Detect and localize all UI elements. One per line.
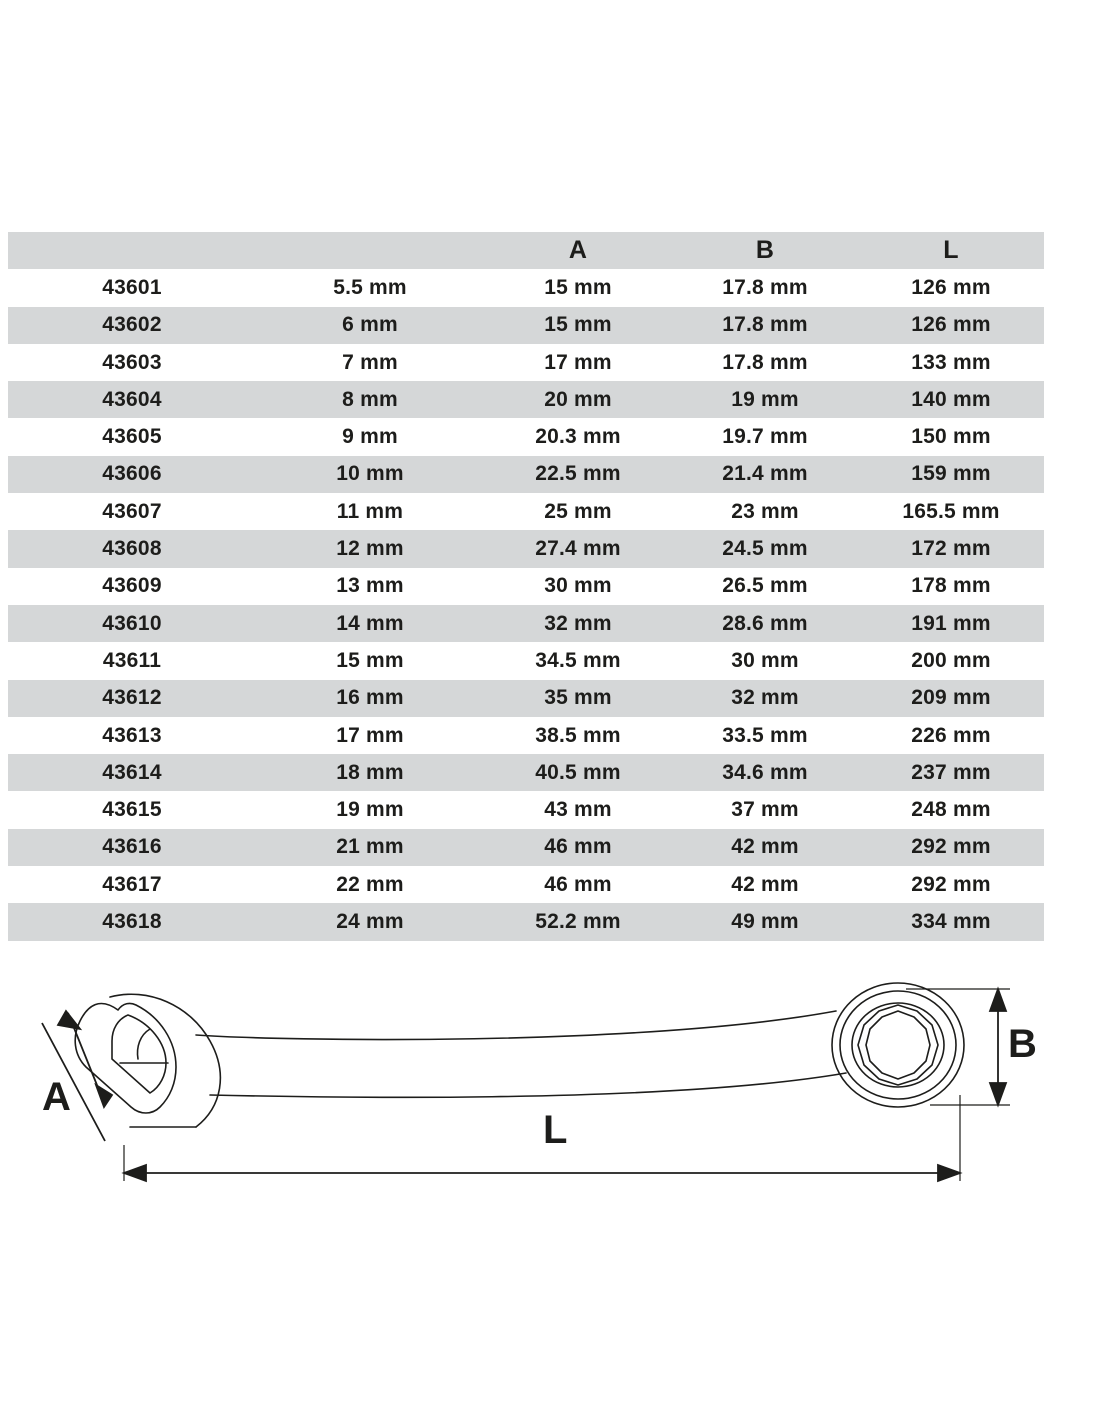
cell-dimension-a: 30 mm <box>484 568 672 605</box>
dimension-label-l: L <box>543 1108 568 1152</box>
cell-dimension-b: 19 mm <box>672 381 858 418</box>
cell-dimension-l: 150 mm <box>858 418 1044 455</box>
cell-dimension-a: 20 mm <box>484 381 672 418</box>
table-row <box>8 418 1044 455</box>
cell-nominal-size: 7 mm <box>256 344 484 381</box>
cell-dimension-b: 19.7 mm <box>672 418 858 455</box>
cell-article-number: 43608 <box>8 530 256 567</box>
cell-dimension-l: 165.5 mm <box>858 493 1044 530</box>
cell-dimension-b: 24.5 mm <box>672 530 858 567</box>
cell-dimension-b: 33.5 mm <box>672 717 858 754</box>
cell-dimension-a: 15 mm <box>484 269 672 306</box>
cell-dimension-b: 37 mm <box>672 791 858 828</box>
cell-dimension-a: 40.5 mm <box>484 754 672 791</box>
cell-article-number: 43603 <box>8 344 256 381</box>
table-row <box>8 642 1044 679</box>
table-header-row <box>8 232 1044 269</box>
cell-dimension-a: 43 mm <box>484 791 672 828</box>
cell-nominal-size: 13 mm <box>256 568 484 605</box>
cell-dimension-a: 20.3 mm <box>484 418 672 455</box>
cell-nominal-size: 24 mm <box>256 903 484 940</box>
cell-article-number: 43604 <box>8 381 256 418</box>
table-row <box>8 568 1044 605</box>
cell-article-number: 43601 <box>8 269 256 306</box>
cell-dimension-l: 178 mm <box>858 568 1044 605</box>
cell-dimension-l: 334 mm <box>858 903 1044 940</box>
cell-nominal-size: 5.5 mm <box>256 269 484 306</box>
cell-nominal-size: 11 mm <box>256 493 484 530</box>
column-header-article <box>8 232 256 269</box>
cell-dimension-a: 27.4 mm <box>484 530 672 567</box>
cell-dimension-a: 15 mm <box>484 307 672 344</box>
cell-dimension-b: 26.5 mm <box>672 568 858 605</box>
table-header <box>8 232 1044 269</box>
table-row <box>8 381 1044 418</box>
cell-article-number: 43609 <box>8 568 256 605</box>
table-row <box>8 493 1044 530</box>
cell-article-number: 43605 <box>8 418 256 455</box>
cell-article-number: 43602 <box>8 307 256 344</box>
cell-dimension-a: 46 mm <box>484 866 672 903</box>
table-row <box>8 717 1044 754</box>
column-header-l: L <box>858 232 1044 269</box>
column-header-a: A <box>484 232 672 269</box>
cell-dimension-b: 28.6 mm <box>672 605 858 642</box>
cell-dimension-b: 34.6 mm <box>672 754 858 791</box>
cell-dimension-a: 35 mm <box>484 680 672 717</box>
cell-nominal-size: 15 mm <box>256 642 484 679</box>
wrench-technical-drawing <box>0 955 1100 1235</box>
cell-nominal-size: 9 mm <box>256 418 484 455</box>
column-header-size <box>256 232 484 269</box>
cell-dimension-l: 159 mm <box>858 456 1044 493</box>
cell-nominal-size: 21 mm <box>256 829 484 866</box>
cell-nominal-size: 22 mm <box>256 866 484 903</box>
cell-dimension-b: 23 mm <box>672 493 858 530</box>
cell-dimension-l: 126 mm <box>858 269 1044 306</box>
cell-article-number: 43617 <box>8 866 256 903</box>
cell-nominal-size: 18 mm <box>256 754 484 791</box>
cell-dimension-b: 42 mm <box>672 866 858 903</box>
cell-dimension-a: 38.5 mm <box>484 717 672 754</box>
cell-dimension-a: 25 mm <box>484 493 672 530</box>
cell-dimension-b: 49 mm <box>672 903 858 940</box>
table-row <box>8 791 1044 828</box>
cell-nominal-size: 6 mm <box>256 307 484 344</box>
cell-nominal-size: 8 mm <box>256 381 484 418</box>
cell-dimension-a: 34.5 mm <box>484 642 672 679</box>
cell-dimension-b: 17.8 mm <box>672 344 858 381</box>
specification-table <box>8 232 1044 941</box>
cell-dimension-b: 42 mm <box>672 829 858 866</box>
cell-nominal-size: 12 mm <box>256 530 484 567</box>
table-row <box>8 307 1044 344</box>
cell-article-number: 43611 <box>8 642 256 679</box>
cell-dimension-l: 226 mm <box>858 717 1044 754</box>
cell-dimension-b: 17.8 mm <box>672 269 858 306</box>
cell-nominal-size: 14 mm <box>256 605 484 642</box>
table-row <box>8 530 1044 567</box>
cell-nominal-size: 16 mm <box>256 680 484 717</box>
cell-dimension-l: 133 mm <box>858 344 1044 381</box>
dimension-label-a: A <box>42 1075 71 1119</box>
cell-dimension-a: 52.2 mm <box>484 903 672 940</box>
table-row <box>8 456 1044 493</box>
column-header-b: B <box>672 232 858 269</box>
dimension-label-b: B <box>1008 1022 1037 1066</box>
cell-dimension-a: 46 mm <box>484 829 672 866</box>
table-row <box>8 344 1044 381</box>
cell-dimension-b: 32 mm <box>672 680 858 717</box>
cell-dimension-a: 17 mm <box>484 344 672 381</box>
cell-dimension-l: 292 mm <box>858 829 1044 866</box>
cell-dimension-l: 172 mm <box>858 530 1044 567</box>
cell-dimension-b: 21.4 mm <box>672 456 858 493</box>
cell-dimension-l: 140 mm <box>858 381 1044 418</box>
table-row <box>8 605 1044 642</box>
cell-article-number: 43614 <box>8 754 256 791</box>
table-row <box>8 829 1044 866</box>
cell-dimension-l: 292 mm <box>858 866 1044 903</box>
cell-dimension-l: 248 mm <box>858 791 1044 828</box>
table-row <box>8 269 1044 306</box>
table-row <box>8 903 1044 940</box>
cell-nominal-size: 10 mm <box>256 456 484 493</box>
cell-dimension-l: 237 mm <box>858 754 1044 791</box>
cell-article-number: 43606 <box>8 456 256 493</box>
table-row <box>8 680 1044 717</box>
cell-article-number: 43607 <box>8 493 256 530</box>
cell-dimension-l: 200 mm <box>858 642 1044 679</box>
table-row <box>8 866 1044 903</box>
cell-article-number: 43610 <box>8 605 256 642</box>
cell-dimension-b: 30 mm <box>672 642 858 679</box>
cell-article-number: 43613 <box>8 717 256 754</box>
cell-nominal-size: 17 mm <box>256 717 484 754</box>
cell-article-number: 43612 <box>8 680 256 717</box>
cell-nominal-size: 19 mm <box>256 791 484 828</box>
cell-dimension-l: 209 mm <box>858 680 1044 717</box>
cell-dimension-l: 126 mm <box>858 307 1044 344</box>
table-body <box>8 269 1044 940</box>
table-row <box>8 754 1044 791</box>
cell-dimension-a: 32 mm <box>484 605 672 642</box>
cell-article-number: 43615 <box>8 791 256 828</box>
cell-dimension-l: 191 mm <box>858 605 1044 642</box>
cell-article-number: 43618 <box>8 903 256 940</box>
cell-dimension-a: 22.5 mm <box>484 456 672 493</box>
cell-article-number: 43616 <box>8 829 256 866</box>
cell-dimension-b: 17.8 mm <box>672 307 858 344</box>
